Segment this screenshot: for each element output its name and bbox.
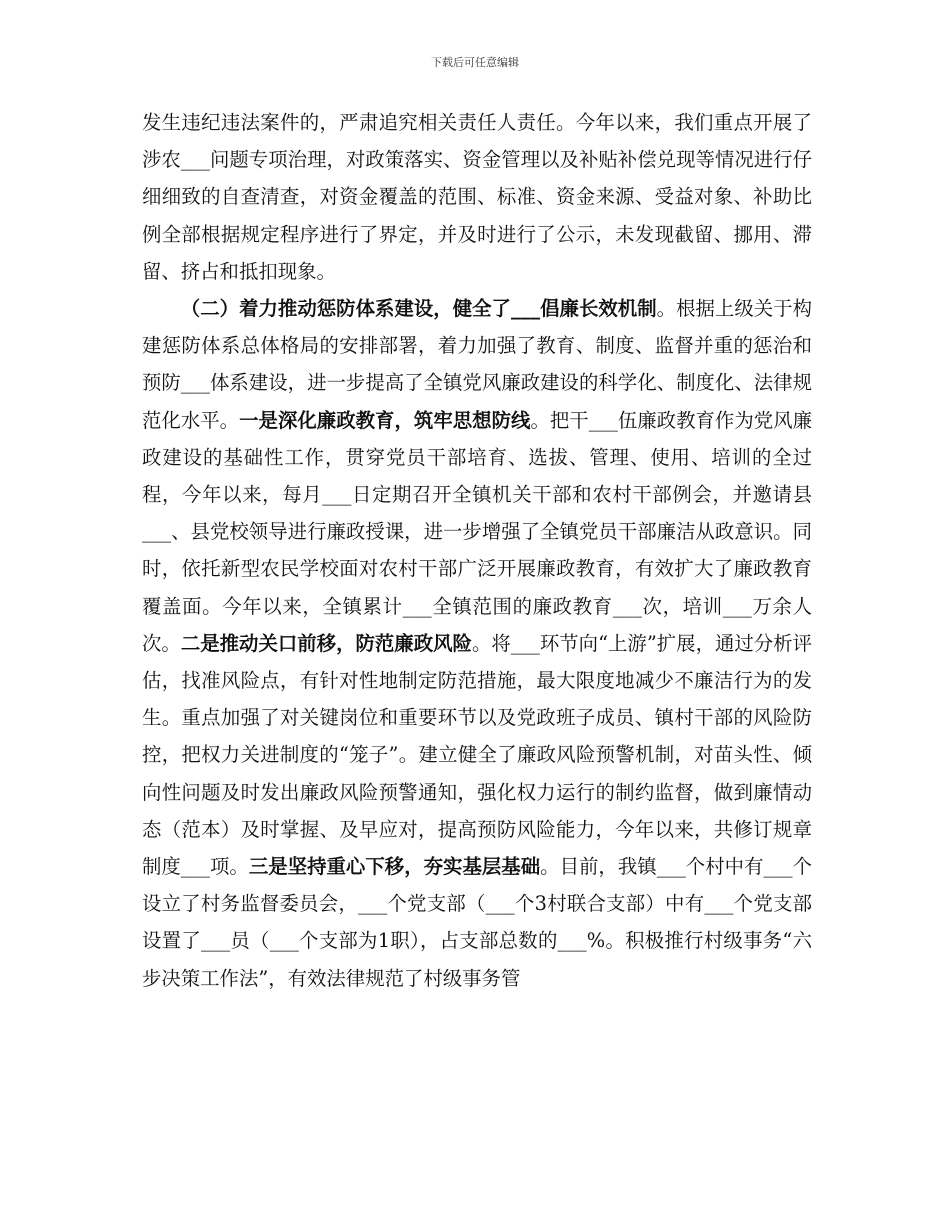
- paragraph-2: [142, 290, 812, 997]
- point-heading-3: 三是坚持重心下移，夯实基层基础: [248, 855, 541, 879]
- point-heading-2: 二是推动关口前移，防范廉政风险: [180, 631, 472, 655]
- paragraph-1-text: 发生违纪违法案件的，严肃追究相关责任人责任。今年以来，我们重点开展了涉农___问题专项治理，对政策落实、资金管理以及补贴补偿兑现等情况进行仔细细致的自查清查，对资金覆盖的范围、标准、资金来源、受益对象、补助比例全部根据规定程序进行了界定，并及时进行了公示，未发现截留、挪用、滞留、挤占和抵扣现象。: [142, 111, 812, 283]
- section-heading-2: （二）着力推动惩防体系建设，健全了___倡廉长效机制: [180, 297, 657, 321]
- paragraph-1: [142, 104, 812, 290]
- page-header: 下载后可任意编辑: [431, 56, 519, 69]
- paragraph-2-text-d: 。目前，我镇___个村中有___个设立了村务监督委员会，___个党支部（___个3村联合支部）中有___个党支部设置了___员（___个支部为1职），占支部总数的___%。积极推行村级事务“六步决策工作法”，有效法律规范了村级事务管: [142, 855, 813, 990]
- paragraph-2-text-c: 。将___环节向“上游”扩展，通过分析评估，找准风险点，有针对性地制定防范措施，最大限度地减少不廉洁行为的发生。重点加强了对关键岗位和重要环节以及党政班子成员、镇村干部的风险防控，把权力关进制度的“笼子”。建立健全了廉政风险预警机制，对苗头性、倾向性问题及时发出廉政风险预警通知，强化权力运行的制约监督，做到廉情动态（范本）及时掌握、及早应对，提高预防风险能力，今年以来，共修订规章制度___项。: [142, 631, 813, 879]
- document-body: [142, 104, 812, 997]
- point-heading-1: 一是深化廉政教育，筑牢思想防线: [239, 408, 531, 432]
- paragraph-2-text-b: 。把干___伍廉政教育作为党风廉政建设的基础性工作，贯穿党员干部培育、选拔、管理、使用、培训的全过程，今年以来，每月___日定期召开全镇机关干部和农村干部例会，并邀请县___、县党校领导进行廉政授课，进一步增强了全镇党员干部廉洁从政意识。同时，依托新型农民学校面对农村干部广泛开展廉政教育，有效扩大了廉政教育覆盖面。今年以来，全镇累计___全镇范围的廉政教育___次，培训___万余人次。: [142, 408, 813, 655]
- paragraph-2-text-a: 。根据上级关于构建惩防体系总体格局的安排部署，着力加强了教育、制度、监督并重的惩治和预防___体系建设，进一步提高了全镇党风廉政建设的科学化、制度化、法律规范化水平。: [142, 297, 812, 432]
